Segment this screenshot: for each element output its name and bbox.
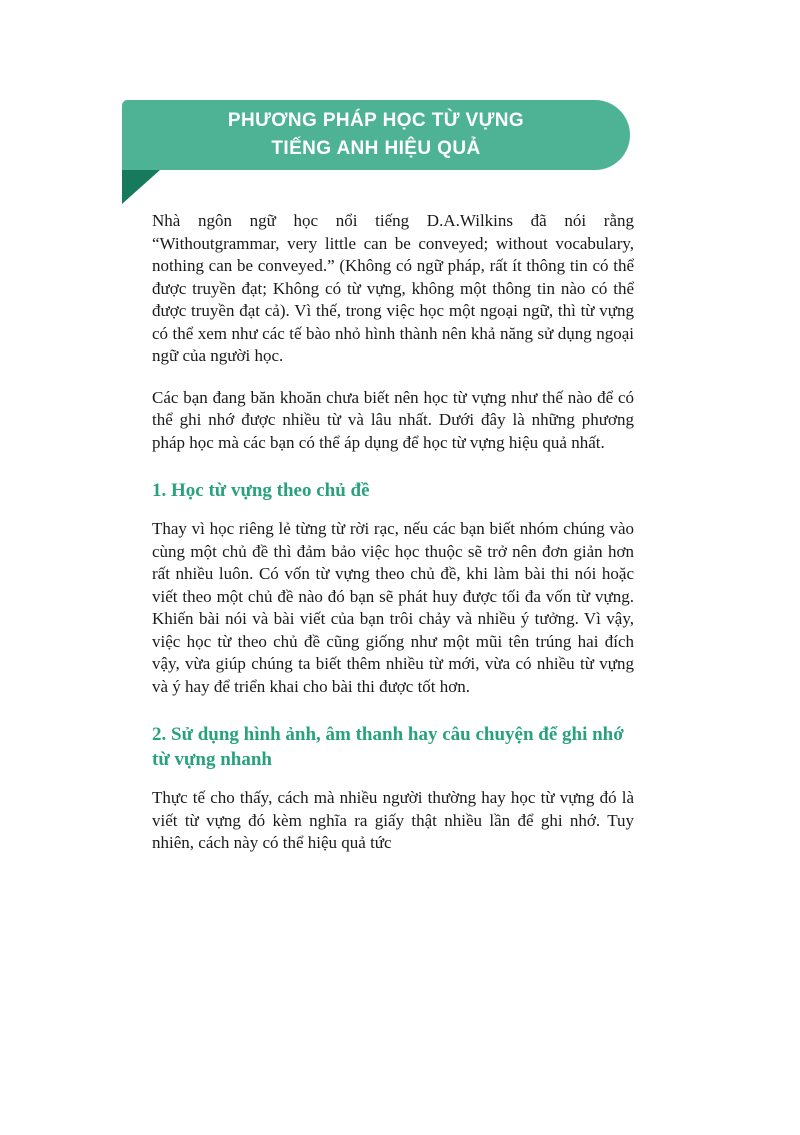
page-body-text: [152, 210, 634, 855]
lead-paragraph: Các bạn đang băn khoăn chưa biết nên học từ vựng như thế nào để có thể ghi nhớ được nhiều từ và lâu nhất. Dưới đây là những phương pháp học mà các bạn có thể áp dụng để học từ vựng hiệu quả nhất.: [152, 387, 634, 452]
chapter-title-line1: PHƯƠNG PHÁP HỌC TỪ VỰNG: [227, 110, 525, 132]
section-2-heading: 2. Sử dụng hình ảnh, âm thanh hay câu chuyện để ghi nhớ từ vựng nhanh: [152, 724, 624, 770]
banner-fold: [122, 170, 160, 204]
chapter-title-line2: TIẾNG ANH HIỆU QUẢ: [271, 138, 481, 159]
section-1-heading: 1. Học từ vựng theo chủ đề: [152, 480, 370, 501]
section-1-paragraph: Thay vì học riêng lẻ từng từ rời rạc, nếu các bạn biết nhóm chúng vào cùng một chủ đề thì đảm bảo việc học thuộc sẽ trở nên đơn giản hơn rất nhiều luôn. Có vốn từ vựng theo chủ đề, khi làm bài thi nói hoặc viết theo một chủ đề nào đó bạn sẽ phát huy được tối đa vốn từ vựng. Khiến bài nói và bài viết của bạn trôi chảy và nhiều ý tưởng. Vì vậy, việc học từ theo chủ đề cũng giống như một mũi tên trúng hai đích vậy, vừa giúp chúng ta biết thêm nhiều từ mới, vừa có nhiều từ vựng và ý hay để triển khai cho bài thi được tốt hơn.: [152, 519, 634, 696]
chapter-title-banner: [122, 100, 630, 170]
section-2-paragraph: Thực tế cho thấy, cách mà nhiều người thường hay học từ vựng đó là viết từ vựng đó kèm nghĩa ra giấy thật nhiều lần để ghi nhớ. Tuy nhiên, cách này có thể hiệu quả tức: [152, 788, 634, 852]
book-page: [0, 100, 800, 1135]
intro-paragraph: Nhà ngôn ngữ học nổi tiếng D.A.Wilkins đã nói rằng “Withoutgrammar, very little can be conveyed; without vocabulary, nothing can be conveyed.” (Không có ngữ pháp, rất ít thông tin có thể được truyền đạt; Không có từ vựng, không một thông tin nào có thể được truyền đạt cả). Vì thế, trong việc học một ngoại ngữ, thì từ vựng có thể xem như các tế bào nhỏ hình thành nên khả năng sử dụng ngoại ngữ của người học.: [152, 211, 634, 365]
